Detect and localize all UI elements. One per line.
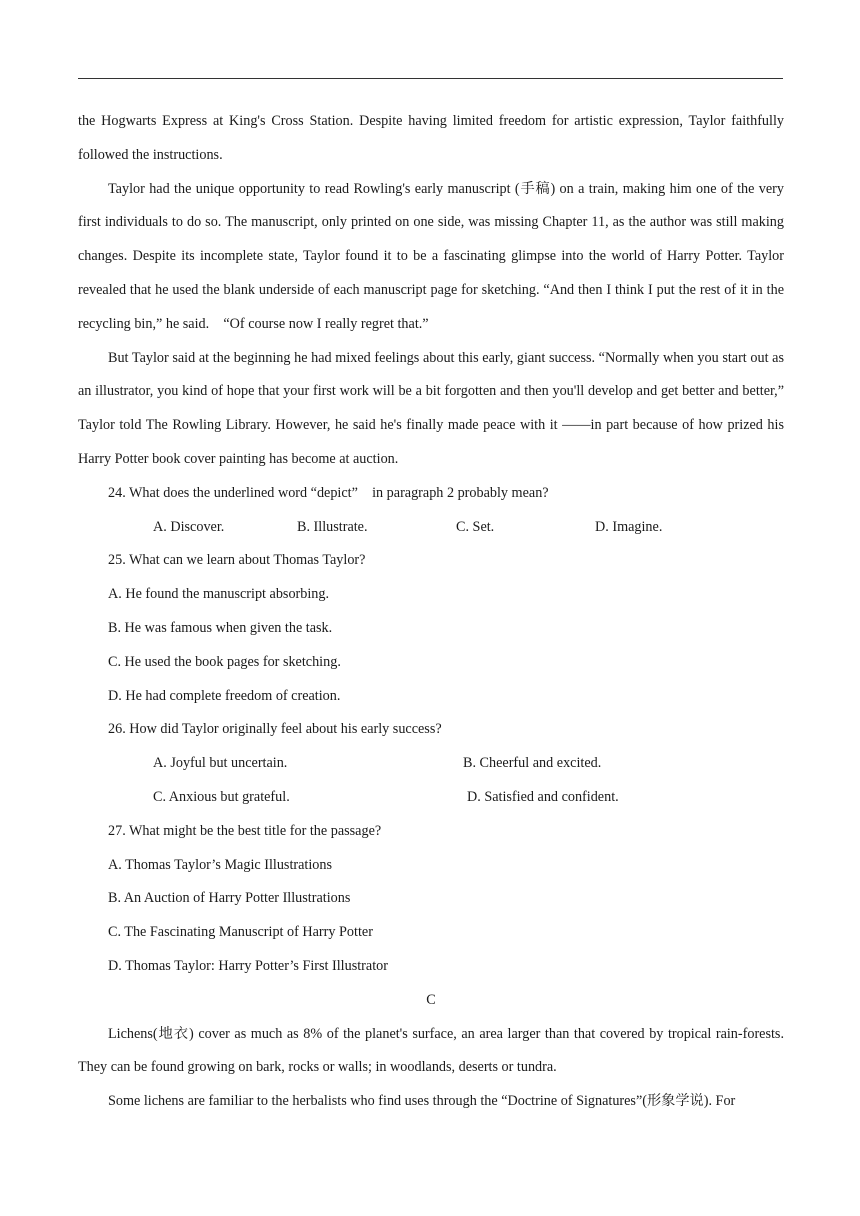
paragraph-manuscript: Taylor had the unique opportunity to read Rowling's early manuscript (手稿) on a train, making him one of the very first individuals to do so. The manuscript, only printed on one side, was missing Chapter 11, as the author was still making changes. Despite its incomplete state, Taylor found it to be a fascinating glimpse into the world of Harry Potter. Taylor revealed that he used the blank underside of each manuscript page for sketching. “And then I think I put the rest of it in the recycling bin,” he said. “Of course now I really regret that.” (78, 180, 784, 332)
question-26-options-row1 (78, 747, 784, 781)
question-27-stem: 27. What might be the best title for the passage? (108, 822, 382, 839)
question-24-stem: 24. What does the underlined word “depict” in paragraph 2 probably mean? (108, 484, 549, 501)
q25-option-a[interactable]: A. He found the manuscript absorbing. (108, 586, 330, 603)
q24-option-c[interactable]: C. Set. (456, 518, 495, 535)
question-26-options-row2 (78, 781, 784, 815)
q27-option-b[interactable]: B. An Auction of Harry Potter Illustrations (108, 890, 351, 907)
q26-option-c[interactable]: C. Anxious but grateful. (153, 788, 290, 805)
paragraph-herbalists: Some lichens are familiar to the herbalists who find uses through the “Doctrine of Signatures”(形象学说). For (108, 1093, 736, 1110)
q25-option-d[interactable]: D. He had complete freedom of creation. (108, 687, 341, 704)
question-25-stem: 25. What can we learn about Thomas Taylor? (108, 552, 366, 569)
paragraph-mixed-feelings: But Taylor said at the beginning he had mixed feelings about this early, giant success. “Normally when you start out as an illustrator, you kind of hope that your first work will be a bit forgotten and then you'll develop and get better and better,” Taylor told The Rowling Library. However, he said he's finally made peace with it ——in part because of how prized his Harry Potter book cover painting has become at auction. (78, 349, 784, 467)
q26-option-d[interactable]: D. Satisfied and confident. (467, 788, 619, 805)
q27-option-a[interactable]: A. Thomas Taylor’s Magic Illustrations (108, 856, 333, 873)
section-c-heading: C (426, 991, 436, 1008)
q26-option-b[interactable]: B. Cheerful and excited. (463, 755, 602, 772)
paragraph-continuation: the Hogwarts Express at King's Cross Station. Despite having limited freedom for artistic expression, Taylor faithfully followed the instructions. (78, 113, 784, 163)
question-26-stem: 26. How did Taylor originally feel about his early success? (108, 721, 442, 738)
q26-option-a[interactable]: A. Joyful but uncertain. (153, 755, 288, 772)
q27-option-c[interactable]: C. The Fascinating Manuscript of Harry Potter (108, 924, 373, 941)
q25-option-c[interactable]: C. He used the book pages for sketching. (108, 653, 341, 670)
paragraph-lichens: Lichens(地衣) cover as much as 8% of the planet's surface, an area larger than that covered by tropical rain-forests. They can be found growing on bark, rocks or walls; in woodlands, deserts or tundra. (78, 1025, 784, 1076)
q24-option-d[interactable]: D. Imagine. (595, 518, 663, 535)
question-24-options (78, 511, 784, 545)
page-content (78, 105, 784, 1119)
q24-option-b[interactable]: B. Illustrate. (297, 518, 368, 535)
header-rule (78, 78, 783, 79)
q27-option-d[interactable]: D. Thomas Taylor: Harry Potter’s First Illustrator (108, 957, 388, 974)
q25-option-b[interactable]: B. He was famous when given the task. (108, 619, 333, 636)
q24-option-a[interactable]: A. Discover. (153, 518, 225, 535)
